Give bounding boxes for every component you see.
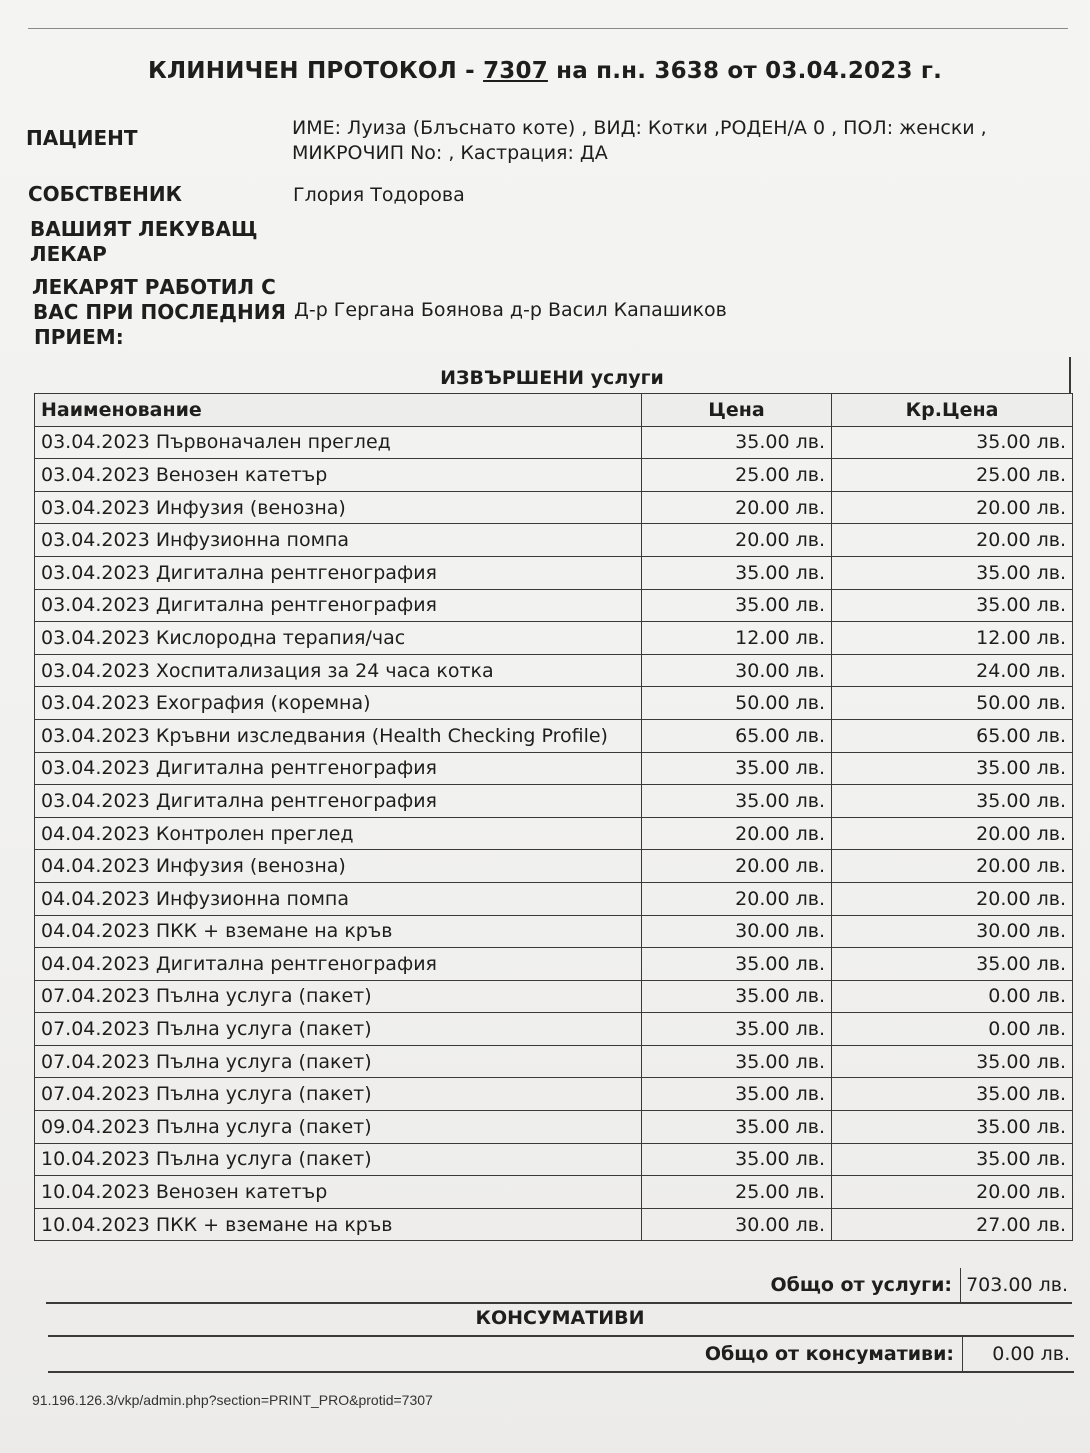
service-name-cell: 03.04.2023 Кръвни изследвания (Health Checking Profile) xyxy=(35,719,642,752)
table-row xyxy=(35,687,1073,720)
service-final-price-cell: 35.00 лв. xyxy=(832,948,1073,981)
protocol-number: 7307 xyxy=(483,58,548,84)
service-final-price-cell: 27.00 лв. xyxy=(832,1208,1073,1241)
service-name-cell: 10.04.2023 Пълна услуга (пакет) xyxy=(35,1143,642,1176)
service-price-cell: 12.00 лв. xyxy=(642,622,832,655)
table-row xyxy=(35,524,1073,557)
service-final-price-cell: 35.00 лв. xyxy=(832,1045,1073,1078)
service-final-price-cell: 35.00 лв. xyxy=(832,1111,1073,1144)
patient-label: ПАЦИЕНТ xyxy=(26,126,138,150)
table-row xyxy=(35,459,1073,492)
table-row xyxy=(35,1208,1073,1241)
service-final-price-cell: 65.00 лв. xyxy=(832,719,1073,752)
table-row xyxy=(35,980,1073,1013)
doctor-label-line1: ВАШИЯТ ЛЕКУВАЩ xyxy=(30,217,258,241)
service-price-cell: 35.00 лв. xyxy=(642,1045,832,1078)
last-visit-doctors: Д-р Гергана Боянова д-р Васил Капашиков xyxy=(294,299,727,321)
table-row xyxy=(35,785,1073,818)
table-row xyxy=(35,817,1073,850)
service-price-cell: 25.00 лв. xyxy=(642,459,832,492)
owner-label: СОБСТВЕНИК xyxy=(28,182,182,206)
service-price-cell: 25.00 лв. xyxy=(642,1176,832,1209)
table-row xyxy=(35,491,1073,524)
service-price-cell: 20.00 лв. xyxy=(642,882,832,915)
service-final-price-cell: 35.00 лв. xyxy=(832,1143,1073,1176)
service-price-cell: 20.00 лв. xyxy=(642,524,832,557)
service-final-price-cell: 20.00 лв. xyxy=(832,491,1073,524)
service-final-price-cell: 35.00 лв. xyxy=(832,1078,1073,1111)
print-url: 91.196.126.3/vkp/admin.php?section=PRINT_PRO&protid=7307 xyxy=(32,1392,433,1408)
service-final-price-cell: 35.00 лв. xyxy=(832,556,1073,589)
service-name-cell: 03.04.2023 Дигитална рентгенография xyxy=(35,589,642,622)
service-name-cell: 04.04.2023 Контролен преглед xyxy=(35,817,642,850)
divider xyxy=(46,1302,1072,1304)
table-row xyxy=(35,915,1073,948)
service-final-price-cell: 20.00 лв. xyxy=(832,524,1073,557)
last-visit-label-line2: ВАС ПРИ ПОСЛЕДНИЯ xyxy=(33,300,286,324)
service-final-price-cell: 30.00 лв. xyxy=(832,915,1073,948)
service-price-cell: 35.00 лв. xyxy=(642,785,832,818)
table-header-row xyxy=(35,394,1073,427)
services-table-body xyxy=(35,426,1073,1241)
service-price-cell: 35.00 лв. xyxy=(642,980,832,1013)
service-name-cell: 10.04.2023 Венозен катетър xyxy=(35,1176,642,1209)
table-row xyxy=(35,1045,1073,1078)
owner-value: Глория Тодорова xyxy=(293,184,465,206)
doctor-label-line2: ЛЕКАР xyxy=(30,242,107,266)
service-price-cell: 30.00 лв. xyxy=(642,1208,832,1241)
title-prefix: КЛИНИЧЕН ПРОТОКОЛ - xyxy=(147,58,484,84)
service-name-cell: 03.04.2023 Дигитална рентгенография xyxy=(35,752,642,785)
service-name-cell: 04.04.2023 Дигитална рентгенография xyxy=(35,948,642,981)
service-price-cell: 20.00 лв. xyxy=(642,491,832,524)
last-visit-label-line3: ПРИЕМ: xyxy=(34,325,124,349)
column-header-name: Наименование xyxy=(35,394,642,427)
service-final-price-cell: 20.00 лв. xyxy=(832,882,1073,915)
service-name-cell: 04.04.2023 Инфузионна помпа xyxy=(35,882,642,915)
service-name-cell: 03.04.2023 Венозен катетър xyxy=(35,459,642,492)
service-price-cell: 35.00 лв. xyxy=(642,426,832,459)
table-row xyxy=(35,654,1073,687)
service-final-price-cell: 35.00 лв. xyxy=(832,589,1073,622)
service-price-cell: 35.00 лв. xyxy=(642,1143,832,1176)
service-price-cell: 35.00 лв. xyxy=(642,1078,832,1111)
service-name-cell: 04.04.2023 Инфузия (венозна) xyxy=(35,850,642,883)
service-price-cell: 35.00 лв. xyxy=(642,1111,832,1144)
service-price-cell: 35.00 лв. xyxy=(642,752,832,785)
table-row xyxy=(35,1078,1073,1111)
service-name-cell: 03.04.2023 Дигитална рентгенография xyxy=(35,785,642,818)
service-name-cell: 07.04.2023 Пълна услуга (пакет) xyxy=(35,980,642,1013)
table-row xyxy=(35,1176,1073,1209)
services-total-row xyxy=(46,1268,1072,1302)
service-name-cell: 03.04.2023 Ехография (коремна) xyxy=(35,687,642,720)
table-row xyxy=(35,882,1073,915)
title-suffix: на п.н. 3638 от 03.04.2023 г. xyxy=(547,58,943,84)
service-final-price-cell: 20.00 лв. xyxy=(832,850,1073,883)
services-total-label: Общо от услуги: xyxy=(770,1274,952,1296)
services-table xyxy=(34,393,1073,1241)
service-name-cell: 03.04.2023 Първоначален преглед xyxy=(35,426,642,459)
service-name-cell: 03.04.2023 Инфузионна помпа xyxy=(35,524,642,557)
table-row xyxy=(35,1111,1073,1144)
service-final-price-cell: 35.00 лв. xyxy=(832,426,1073,459)
consumables-total-label: Общо от консумативи: xyxy=(704,1343,954,1365)
services-total-value: 703.00 лв. xyxy=(960,1268,1072,1302)
service-name-cell: 09.04.2023 Пълна услуга (пакет) xyxy=(35,1111,642,1144)
service-final-price-cell: 20.00 лв. xyxy=(832,817,1073,850)
column-header-final-price: Кр.Цена xyxy=(832,394,1073,427)
service-price-cell: 35.00 лв. xyxy=(642,556,832,589)
service-price-cell: 20.00 лв. xyxy=(642,850,832,883)
service-final-price-cell: 25.00 лв. xyxy=(832,459,1073,492)
consumables-total-row xyxy=(48,1337,1074,1371)
table-row xyxy=(35,948,1073,981)
service-final-price-cell: 24.00 лв. xyxy=(832,654,1073,687)
table-row xyxy=(35,719,1073,752)
service-name-cell: 07.04.2023 Пълна услуга (пакет) xyxy=(35,1013,642,1046)
table-row xyxy=(35,752,1073,785)
service-name-cell: 10.04.2023 ПКК + вземане на кръв xyxy=(35,1208,642,1241)
table-row xyxy=(35,426,1073,459)
service-final-price-cell: 0.00 лв. xyxy=(832,1013,1073,1046)
top-divider xyxy=(28,28,1068,29)
service-price-cell: 65.00 лв. xyxy=(642,719,832,752)
service-final-price-cell: 20.00 лв. xyxy=(832,1176,1073,1209)
service-name-cell: 07.04.2023 Пълна услуга (пакет) xyxy=(35,1045,642,1078)
service-price-cell: 50.00 лв. xyxy=(642,687,832,720)
table-row xyxy=(35,850,1073,883)
service-name-cell: 03.04.2023 Кислородна терапия/час xyxy=(35,622,642,655)
divider xyxy=(48,1371,1074,1373)
services-section-title: ИЗВЪРШЕНИ услуги xyxy=(440,367,664,389)
patient-info-line1: ИМЕ: Луиза (Блъснато коте) , ВИД: Котки ,РОДЕН/А 0 , ПОЛ: женски , xyxy=(292,117,987,139)
table-row xyxy=(35,1143,1073,1176)
patient-info-line2: МИКРОЧИП No: , Кастрация: ДА xyxy=(292,142,608,164)
service-price-cell: 30.00 лв. xyxy=(642,915,832,948)
last-visit-label-line1: ЛЕКАРЯТ РАБОТИЛ С xyxy=(32,275,276,299)
table-row xyxy=(35,622,1073,655)
service-final-price-cell: 35.00 лв. xyxy=(832,785,1073,818)
service-price-cell: 20.00 лв. xyxy=(642,817,832,850)
table-row xyxy=(35,556,1073,589)
table-row xyxy=(35,589,1073,622)
column-header-price: Цена xyxy=(642,394,832,427)
service-price-cell: 35.00 лв. xyxy=(642,948,832,981)
service-final-price-cell: 0.00 лв. xyxy=(832,980,1073,1013)
service-price-cell: 35.00 лв. xyxy=(642,1013,832,1046)
consumables-total-value: 0.00 лв. xyxy=(962,1337,1074,1371)
service-name-cell: 03.04.2023 Инфузия (венозна) xyxy=(35,491,642,524)
service-name-cell: 03.04.2023 Хоспитализация за 24 часа котка xyxy=(35,654,642,687)
table-row xyxy=(35,1013,1073,1046)
service-name-cell: 07.04.2023 Пълна услуга (пакет) xyxy=(35,1078,642,1111)
service-final-price-cell: 12.00 лв. xyxy=(832,622,1073,655)
consumables-section-title: КОНСУМАТИВИ xyxy=(475,1307,645,1329)
service-price-cell: 35.00 лв. xyxy=(642,589,832,622)
service-final-price-cell: 50.00 лв. xyxy=(832,687,1073,720)
service-name-cell: 04.04.2023 ПКК + вземане на кръв xyxy=(35,915,642,948)
service-final-price-cell: 35.00 лв. xyxy=(832,752,1073,785)
service-name-cell: 03.04.2023 Дигитална рентгенография xyxy=(35,556,642,589)
page-title xyxy=(0,58,1090,84)
service-price-cell: 30.00 лв. xyxy=(642,654,832,687)
